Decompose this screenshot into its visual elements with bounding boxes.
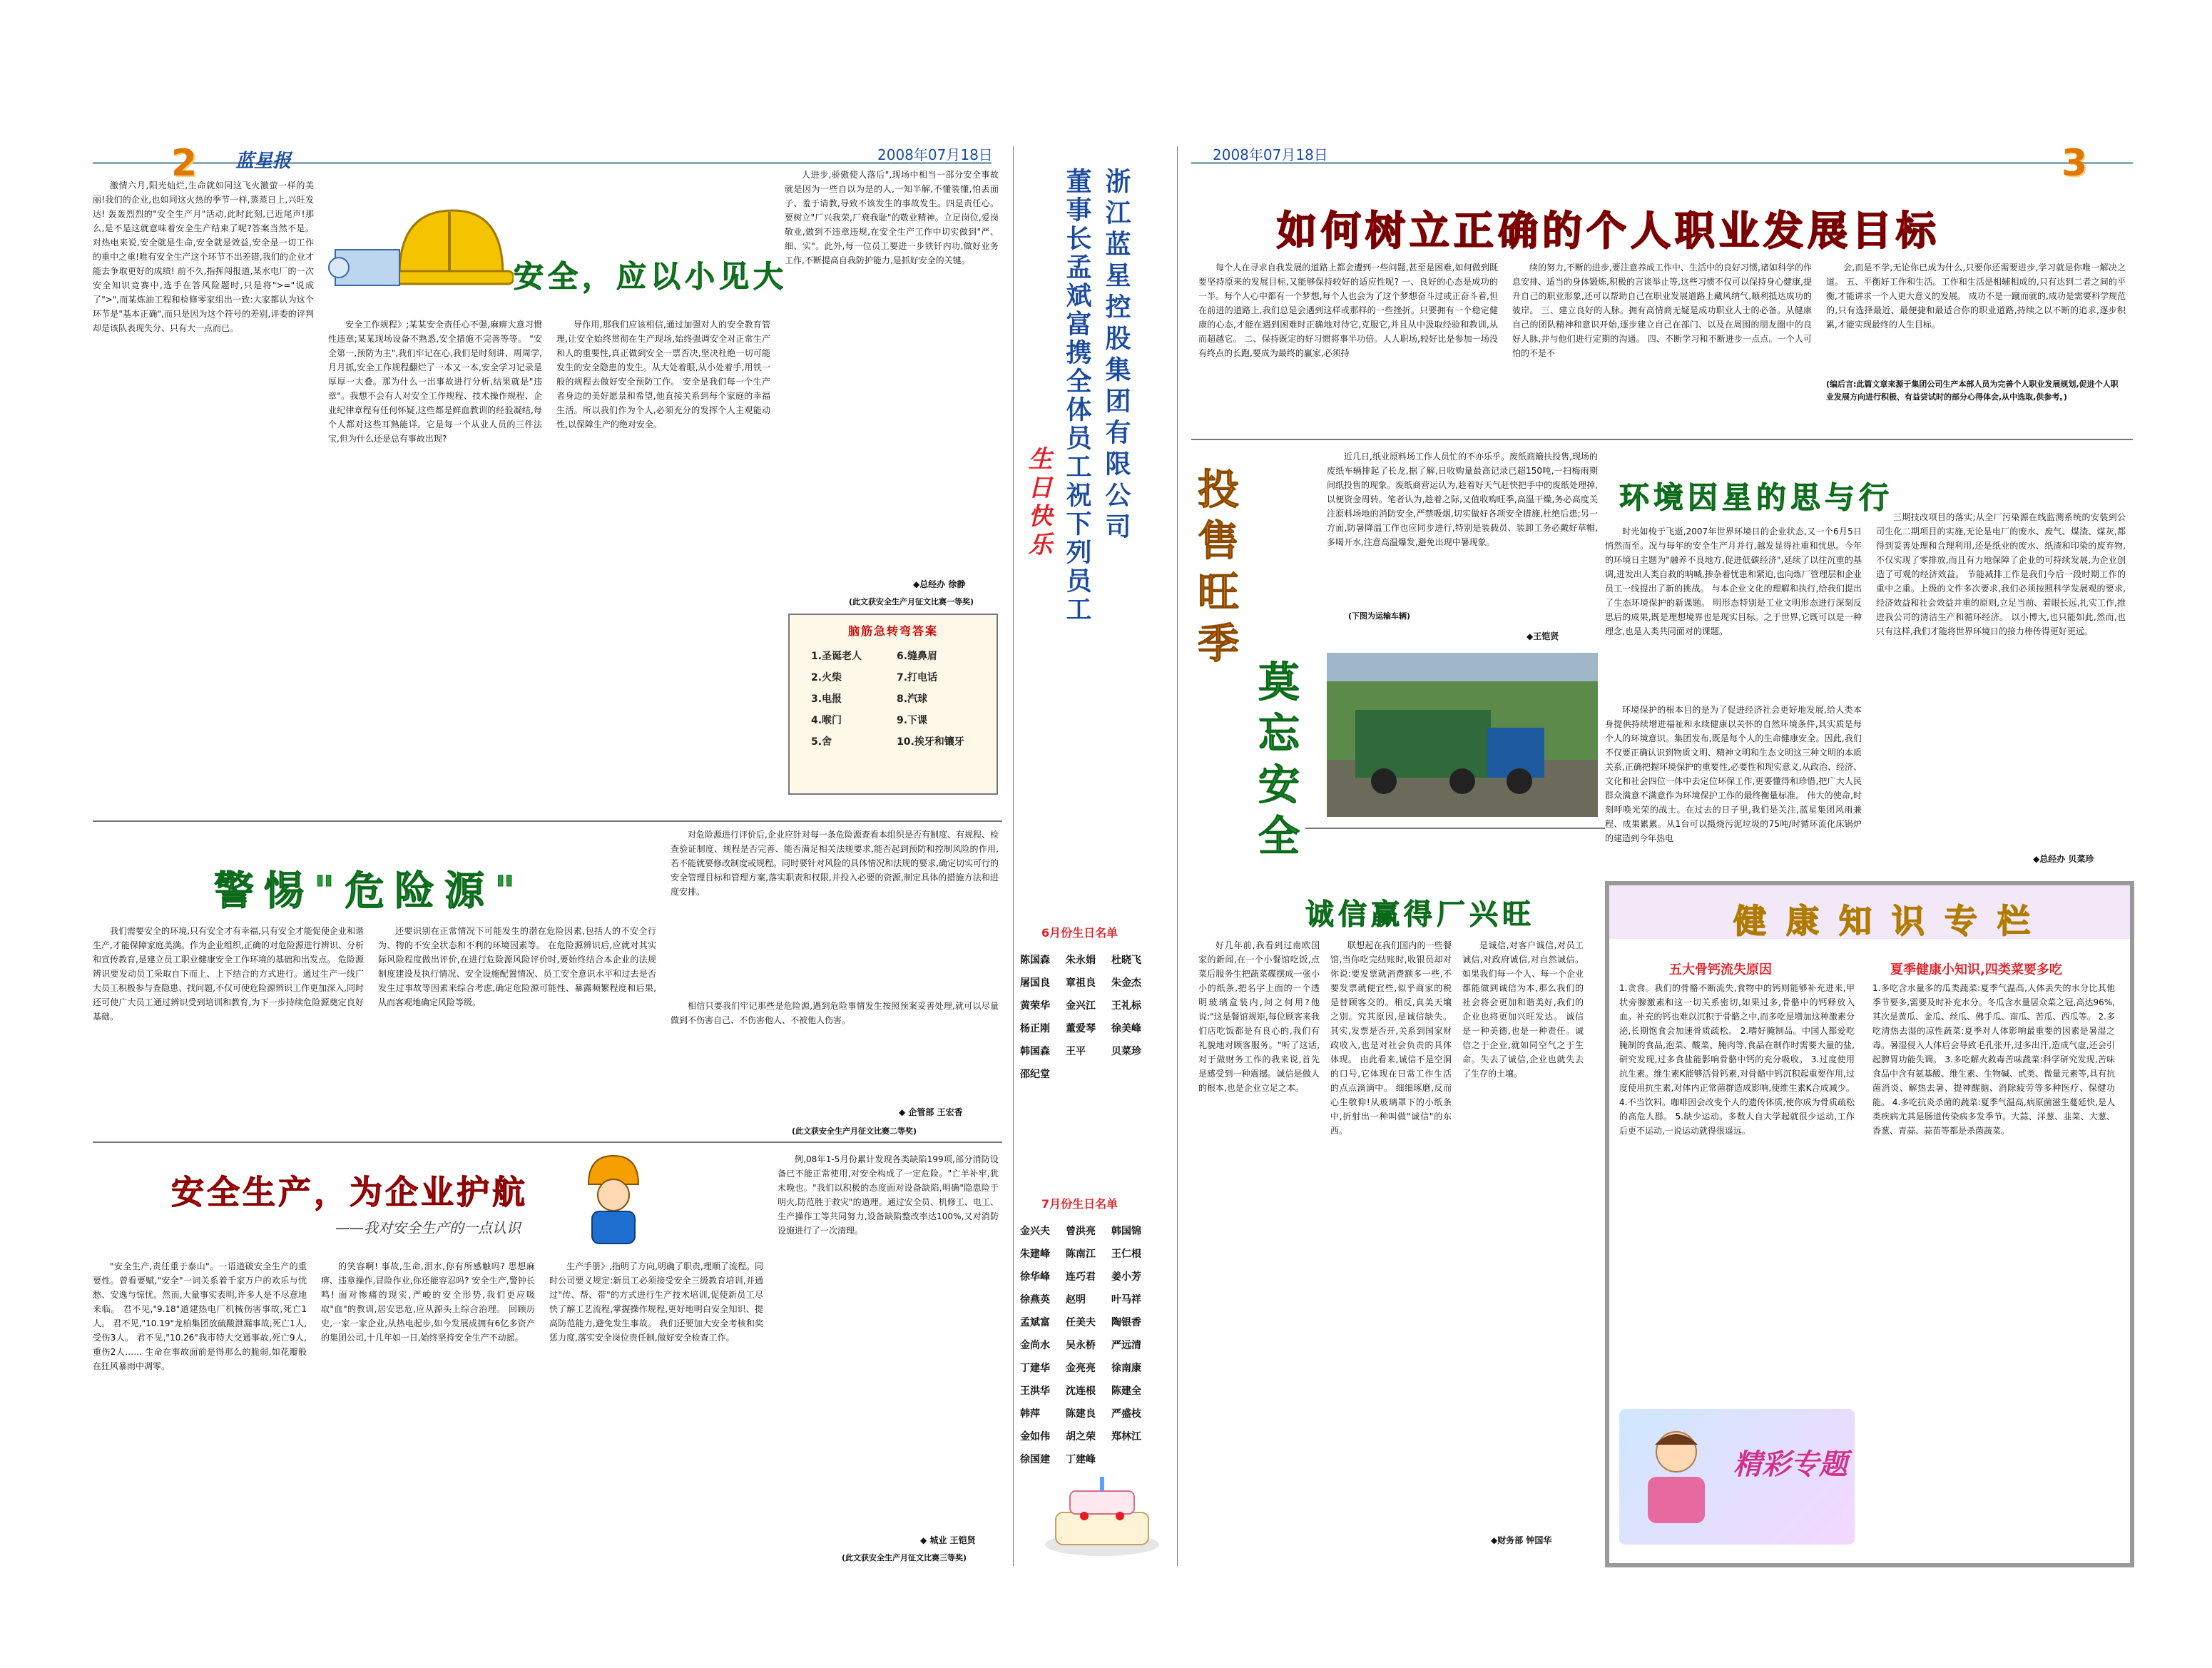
june-name-list (1020, 949, 1170, 1086)
reading-figure-icon (1633, 1423, 1719, 1530)
birthday-name: 严远清 (1111, 1340, 1141, 1351)
birthday-name: 连巧君 (1066, 1271, 1096, 1283)
article5-note: (下图为运输车辆) (1348, 611, 1411, 621)
health-subtitle-2: 夏季健康小知识,四类菜要多吃 (1890, 962, 2062, 977)
birthday-name: 金兴夫 (1020, 1226, 1050, 1237)
article3-col2: 的笑容啊! 事故,生命,泪水,你有所感触吗? 思想麻痹、违章操作,冒险作业,你还能容忍吗? 安全生产,警钟长鸣! 面对惨痛的现实,严峻的安全形势,我们更应吸取"血"的教训,居安思危,应从源头上综合治理。 回顾历史,一家一家企业,从热电起步,如今发展成拥有6亿多资产的集团公司,十几年如一日,始终坚持安全生产不动摇。 (321, 1261, 535, 1343)
quiz-answer: 7.打电话 (897, 672, 938, 683)
birthday-name: 朱永娟 (1066, 955, 1096, 966)
article6-col3: 三期技改项目的落实;从全厂污染源在线监测系统的安装到公司生化二期项目的实施,无论是电厂的废水、废气、煤渣、煤灰,都得到妥善处理和合理利用,还是纸业的废水、纸渣和印染的废弃物,不仅实现了零排放,而且有力地保障了企业的可持续发展,为企业创造了可观的经济效益。 节能减排工作是我们今后一段时期工作的重中之重。上级的文件多次要求,我们必须按照科学发展观的要求,经济效益和社会效益并重的原则,立足当前、着眼长远,扎实工作,推进我公司的清洁生产和循环经济。 以小博大,也只能如此,然而,也只有这样,我们才能将世界环境日的接力棒传得更好更远。 (1876, 512, 2126, 636)
article4-col3: 会,而是不学,无论你已成为什么,只要你还需要进步,学习就是你唯一解决之道。 五、平衡好工作和生活。工作和生活是相辅相成的,只有达到二者之间的平衡,才能讲求一个人更大意义的发展。 成功不是一蹴而就的,成功是需要科学规范的,只有选择最近、最便捷和最适合你的职业道路,持续之以不断的追求,逐步积累,才能实现最终的人生目标。 (1826, 263, 2126, 330)
article7-col3: 是诚信,对客户诚信,对员工诚信,对政府诚信,对自然诚信。如果我们每一个人、每一个企业都能做到诚信为本,那么我们的社会将会更加和谐美好,我们的企业也将更加兴旺发达。 诚信是一种美德,也是一种责任。诚信之于企业,就如同空气之于生命。失去了诚信,企业也就失去了生存的土壤。 (1462, 940, 1584, 1079)
birthday-name: 董爱琴 (1066, 1023, 1096, 1034)
quiz-title: 脑筋急转弯答案 (847, 624, 938, 638)
article2-col1: 我们需要安全的环境,只有安全才有幸福,只有安全才能促使企业和谐生产,才能保障家庭美满。作为企业组织,正确的对危险源进行辨识、分析和宣传教育,是建立员工职业健康安全工作环境的基础和出发点。 危险源辨识要发动员工采取自下而上、上下结合的方式进行。通过生产一线广大员工积极参与查隐患、找问题,不仅可使危险源辨识工作更加深入,同时还可使广大员工通过辨识受到培训和教育,为下一步持续危险源奠定良好基础。 (93, 926, 364, 1022)
birthday-name: 曾洪亮 (1066, 1226, 1096, 1237)
left-header-bar (93, 146, 992, 164)
divider (1177, 146, 1178, 1566)
article5-byline: ◆王铠贤 (1527, 631, 1559, 641)
health-subtitle-1: 五大骨钙流失原因 (1669, 962, 1772, 977)
divider (93, 820, 1002, 822)
chairman-greeting: 董事长孟斌富携全体员工祝下列员工 (1062, 168, 1091, 624)
birthday-name: 沈连根 (1066, 1385, 1096, 1397)
article7-title: 诚信赢得厂兴旺 (1305, 898, 1535, 931)
birthday-name: 杨正刚 (1020, 1023, 1050, 1034)
worker-icon (571, 1149, 656, 1249)
health-banner: 健康知识专栏 (1733, 902, 2050, 940)
article4-note: (编后言:此篇文章来源于集团公司生产本部人员为完善个人职业发展规划,促进个人职业发展方向进行积极、有益尝试时的部分心得体会,从中选取,供参考。) (1826, 380, 2119, 402)
article6-col1: 时光如梭于飞逝,2007年世界环境日的企业状态,又一个6月5日悄然而至。况与每年的安全生产月并行,越发显得社重和忧思。今年的环境日主题为"融养不良地方,促进低碳经济",延续了以往沉重的基调,进发出人类自救的呐喊,掺杂着忧患和紧迫,也向炼厂管理层和企业员工一线提出了新的挑战。 与本企业文化的理解和执行,给我们提出了生态环境保护的新课题。 明形态特别是工业文明形态进行深刻反思后的成果,既是理想境界也是现实目标。之于世界,它既可以是一种理念,也是人类共同面对的课题。 (1605, 527, 1862, 636)
quiz-box (788, 614, 998, 795)
article3-col1: "安全生产,责任重于泰山"。一语道破安全生产的重要性。曾看要赋,"安全"一词关系着千家万户的欢乐与忧愁、安逸与惊忧。然而,大量事实表明,许多人是不尽意地来临。 君不见,"9.18"道建热电厂机械伤害事故,死亡1人。 君不见,"10.19"龙柏集团放硫酸泄漏事故,死亡1人,受伤3人。 君不见,"10.26"我市特大交通事故,死亡9人,重伤2人…… 生命在事故面前是得那么的脆弱,如花瓣般在狂风暴雨中凋零。 (93, 1261, 307, 1371)
article6-col2: 环境保护的根本目的是为了促进经济社会更好地发展,给人类本身提供持续增进福祉和永续健康以关怀的自然环境条件,其实质是每个人的环境意识。集团发布,既是每个人的生命健康安全。因此,我们不仅要正确认识到物质文明、精神文明和生态文明这三种文明的本质关系,正确把握环境保护的重要性,必要性和现实意义,从政治、经济、文化和社会四位一体中去定位环保工作,更要懂得和珍惜,把广大人民群众满意不满意作为环境保护工作的最终衡量标准。 伟大的使命,时刻呼唤光荣的战士。在过去的日子里,我们是关注,蓝星集团风雨兼程、成果累累。从1台可以摄烧污泥垃圾的75吨/时循环流化床锅炉的建造到今年热电 (1605, 705, 1862, 843)
article4-col2: 续的努力,不断的进步,要注意养成工作中、生活中的良好习惯,诸如科学的作息安排、适当的身体锻炼,积极的言谈举止等,这些习惯不仅可以保持身心健康,提升自己的职业形象,还可以帮助自己在职业发展道路上藏风纳气,顺利抵达成功的彼岸。 三、建立良好的人脉。拥有高情商无疑是成功职业人士的必备。从健康自己的团队精神和意识开始,逐步建立自己在部门、以及在周围的朋友圈中的良好人脉,并与他们进行定期的沟通。 四、不断学习和不断进步一点点。一个人可怕的不是不 (1512, 263, 1812, 358)
company-name: 浙江蓝星控股集团有限公司 (1101, 168, 1131, 544)
vertical-slogan-left: 投售旺季 (1191, 467, 1239, 673)
health-col1: 1.贪食。我们的骨骼不断流失,食物中的钙则能够补充进来,甲状旁腺激素和这一切关系密切,如果过多,骨骼中的钙释放入血。补充的钙也难以沉积于骨骼之中,而多吃是增加这种激素分泌,长期饱食会加速骨质疏松。 2.嗜好腌制品。中国人都爱吃腌制的食品,泡菜、酸菜、腌肉等,食品在制作时需要大量的盐,研究发现,过多食盐能影响骨骼中钙的充分吸收。 3.过度使用抗生素。维生素K能够活骨钙素,对骨骼中钙沉积起重要作用,过度使用抗生素,对体内正常菌群造成影响,使维生素K合成减少。 4.不当饮料。咖啡因会改变个人的遗传体质,使你成为骨质疏松的高危人群。 5.缺少运动。多数人自大学起就很少运动,工作后更不运动,一说运动就得很遥远。 (1619, 983, 1855, 1136)
birthday-cake-icon (1041, 1473, 1163, 1559)
quiz-answer: 9.下课 (897, 715, 928, 726)
birthday-name: 王礼标 (1111, 1000, 1141, 1012)
vertical-slogan-right: 莫忘安全 (1251, 660, 1300, 865)
article4-title: 如何树立正确的个人职业发展目标 (1277, 208, 1940, 255)
birthday-name: 严盛枝 (1111, 1408, 1141, 1420)
article1-note: (此文获安全生产月征文比赛一等奖) (849, 597, 974, 606)
article1-title: 安全，应以小见大 (514, 259, 788, 294)
birthday-name: 韩萍 (1020, 1408, 1040, 1420)
date-left: 2008年07月18日 (877, 146, 993, 163)
quiz-answer: 2.火柴 (811, 672, 842, 683)
truck-photo (1327, 653, 1598, 817)
divider (1191, 439, 2133, 440)
article1-col3: 导作用,那我们应该相信,通过加强对人的安全教育管理,让安全始终贯彻在生产现场,始终强调安全对正常生产和人的重要性,真正做到安全一票否决,坚决杜绝一切可能发生的安全隐患的发生。从大处着眼,从小处着手,用铁一般的规程去做好安全预防工作。 安全是我们每一个生产者身边的美好愿景和希望,他直接关系到每个家庭的幸福生活。所以我们作为个人,必须充分的发挥个人主观能动性,以保障生产的绝对安全。 (556, 320, 770, 429)
article5-col: 近几日,纸业原料场工作人员忙的不亦乐乎。废纸商簸扶投售,现场的废纸车辆排起了长龙,据了解,日收购量最高记录已超150吨,一扫梅雨期间纸投售的现象。废纸商营运认为,趁着好天气赶快把手中的废纸处理掉,以便资金周转。笔者认为,趁着之际,又值收购旺季,高温干燥,务必高度关注原料场地的消防安全,严禁吸烟,切实做好各项安全措施,杜绝后患;另一方面,防暑降温工作也应同步进行,特别是装载员、装卸工务必戴好草帽,多喝开水,注意高温爆发,避免出现中暑现象。 (1327, 452, 1598, 547)
paper-name: 蓝星报 (235, 151, 292, 172)
birthday-name: 徐燕英 (1020, 1294, 1050, 1306)
birthday-name: 陈建全 (1111, 1385, 1141, 1397)
birthday-wish: 生日快乐 (1024, 446, 1052, 560)
july-name-list (1020, 1220, 1170, 1471)
article1-col2: 安全工作规程》;某某安全责任心不强,麻痹大意习惯性违章;某某现场设备不熟悉,安全措施不完善等等。 "安全第一,预防为主",我们牢记在心,我们是时刻讲、周周学,月月抓,安全工作规程翻烂了一本又一本,安全学习记录是厚厚一大叠。那为什么一出事故进行分析,结果就是"违章"。我想不会有人对安全工作规程、技术操作规程、企业纪律章程有任何怀疑,这些都是鲜血教训的经验凝结,每个人都对这些耳熟能详。它是每一个从业人员的三件法宝,但为什么还是总有事故出现? (328, 320, 542, 444)
birthday-name: 任美夫 (1066, 1317, 1096, 1328)
article2-col4: 相信只要我们牢记那些是危险源,遇到危险事情发生按照预案妥善处理,就可以尽量做到不伤害自己、不伤害他人、不被他人伤害。 (671, 1001, 999, 1025)
page-number-right: 3 (2061, 142, 2088, 185)
blueprint-roll-icon (328, 239, 407, 296)
health-col2: 1.多吃含水量多的瓜类蔬菜:夏季气温高,人体丢失的水分比其他季节要多,需要及时补充水分。冬瓜含水量居众菜之冠,高达96%,其次是黄瓜、金瓜、丝瓜、佛手瓜、南瓜、苦瓜、西瓜等。 2.多吃清热去湿的凉性蔬菜:夏季对人体影响最重要的因素是暑湿之毒。暑湿侵入人体后会导致毛孔张开,过多出汗,造成气虚,还会引起脾胃功能失调。 3.多吃解火救毒苦味蔬菜:科学研究发现,苦味食品中含有氨基酸、维生素、生物碱、甙类、微量元素等,具有抗菌消炎、解热去暑、提神醒脑、消除疲劳等多种医疗、保健功能。 4.多吃抗炎杀菌的蔬菜:夏季气温高,病原菌滋生蔓延快,是人类疾病尤其是肠道传染病多发季节。大蒜、洋葱、韭菜、大葱、香葱、青蒜、蒜苗等都是杀菌蔬菜。 (1872, 983, 2115, 1136)
birthday-name: 金如伟 (1020, 1431, 1050, 1443)
article1-byline: ◆总经办 徐静 (913, 579, 966, 589)
health-badge: 精彩专题 (1733, 1448, 1847, 1481)
article6-byline: ◆总经办 贝菜珍 (2033, 854, 2094, 864)
birthday-name: 陶银香 (1111, 1317, 1141, 1328)
birthday-name: 陈建良 (1066, 1408, 1096, 1420)
june-list-title: 6月份生日名单 (1041, 926, 1118, 940)
article3-byline: ◆ 城业 王铠贤 (920, 1535, 976, 1545)
birthday-name: 屠国良 (1020, 977, 1050, 989)
article1-col4: 人进步,骄傲使人落后",现场中相当一部分安全事故就是因为一些自以为是的人,一知半解,不懂装懂,怕丢面子、羞于请教,导致不该发生的事故发生。四是责任心。要树立"厂兴我荣,厂衰我耻"的敬业精神。立足岗位,爱岗敬业,做到不违章违规,在安全生产工作中切实做到"严、细、实"。此外,每一位员工要进一步铁钎内功,做好业务工作,不断提高自我防护能力,是抓好安全的关键。 (785, 170, 999, 265)
article3-col4: 例,08年1-5月份累计发现各类缺陷199项,部分消防设备已不能正常使用,对安全构成了一定危险。"亡羊补牢,犹未晚也。"我们以积极的态度面对设备缺陷,明确"隐患险于明火,防范胜于救灾"的道理。通过安全员、机修工、电工、生产操作工等共同努力,设备缺陷整改率达100%,又对消防设施进行了一次清理。 (778, 1154, 999, 1236)
birthday-name: 章祖良 (1066, 977, 1096, 989)
article7-col2: 联想起在我们国内的一些餐馆,当你吃完结账时,收银员却对你说:要发票就消费额多一些,不要发票就便宜些,似乎商家的税是替顾客交的。相反,真美天壤之别。究其原因,是诚信缺失。其实,发票是否开,关系到国家财政收入,也是对社会负责的具体体现。 由此看来,诚信不是空洞的口号,它体现在日常工作生活的点点滴滴中。 细细琢磨,反而心生敬仰!从玻璃罩下的小纸条中,折射出一种叫做"诚信"的东西。 (1330, 940, 1452, 1136)
july-list-title: 7月份生日名单 (1041, 1197, 1118, 1211)
date-right: 2008年07月18日 (1213, 146, 1328, 163)
quiz-answer: 8.汽球 (897, 693, 928, 705)
quiz-answers (790, 639, 997, 758)
quiz-answer: 1.圣诞老人 (811, 651, 862, 662)
birthday-name: 邵纪堂 (1020, 1069, 1050, 1080)
birthday-name: 徐华峰 (1020, 1271, 1050, 1283)
quiz-answer: 6.缝鼻眉 (897, 651, 938, 662)
birthday-name: 丁建华 (1020, 1363, 1050, 1374)
birthday-name: 朱金杰 (1111, 977, 1141, 989)
birthday-name: 陈国森 (1020, 955, 1050, 966)
article3-title: 安全生产，为企业护航 (171, 1173, 528, 1211)
birthday-name: 徐国建 (1020, 1454, 1050, 1465)
birthday-name: 杜晓飞 (1111, 955, 1141, 966)
birthday-name: 叶马祥 (1111, 1294, 1141, 1306)
birthday-name: 吴永桥 (1066, 1340, 1096, 1351)
article2-col2: 还要识别在正常情况下可能发生的潜在危险因素,包括人的不安全行为、物的不安全状态和不利的环境因素等。 在危险源辨识后,应就对其实际风险程度做出评价,在进行危险源风险评价时,要始终结合本企业的法规制度建设及执行情况、安全设施配置情况、员工安全意识水平和过去是否发生过事故等因素来综合考虑,确定危险源可能性、暴露频繁程度和后果,从而客观地确定风险等级。 (378, 926, 656, 1007)
birthday-name: 黄荣华 (1020, 1000, 1050, 1012)
article6-title: 环境因星的思与行 (1619, 480, 1894, 515)
quiz-answer: 3.电报 (811, 693, 842, 705)
birthday-name: 徐南康 (1111, 1363, 1141, 1374)
newspaper-spread (93, 142, 2133, 1566)
birthday-name: 丁建峰 (1066, 1454, 1096, 1465)
article7-col1: 好几年前,我看到过南欧国家的新闻,在一个小餐馆吃饭,点菜后服务生把蔬菜碟摆成一张小小的纸条,把名字上面的一个透明玻璃盒装内,问之何用?他说:"这是餐馆规矩,每位顾客来我们店吃饭都是有良心的,我们有礼貌地对顾客服务。"听了这话,对于做财务工作的我来说,首先是感受到一种震撼。诚信是做人的根本,也是企业立足之本。 (1198, 940, 1320, 1093)
birthday-name: 王洪华 (1020, 1385, 1050, 1397)
birthday-name: 金亮亮 (1066, 1363, 1096, 1374)
birthday-name: 贝菜珍 (1111, 1046, 1141, 1057)
article2-title: 警惕"危险源" (214, 868, 526, 915)
quiz-answer: 5.舍 (811, 736, 832, 748)
birthday-name: 赵明 (1066, 1294, 1086, 1306)
birthday-name: 郑林江 (1111, 1431, 1141, 1443)
birthday-name: 陈南江 (1066, 1249, 1096, 1260)
article3-subtitle: ——我对安全生产的一点认识 (335, 1219, 521, 1236)
birthday-name: 韩国森 (1020, 1046, 1050, 1057)
right-header-bar (1191, 146, 2133, 164)
birthday-name: 徐美峰 (1111, 1023, 1141, 1034)
birthday-name: 王平 (1066, 1046, 1086, 1057)
birthday-name: 金尚水 (1020, 1340, 1050, 1351)
quiz-answer: 10.挨牙和镶牙 (897, 736, 964, 748)
article2-col3: 对危险源进行评价后,企业应针对每一条危险源查看本组织是否有制度、有规程、检查验证制度、规程是否完善、能否满足相关法规要求,能否起到预防和控制风险的作用,若不能就要修改制度或规程。同时要针对风险的具体情况和法规的要求,确定切实可行的安全管理目标和管理方案,落实职责和权限,并投入必要的资源,制定具体的措施方法和进度安排。 (671, 830, 999, 897)
article1-col1: 激情六月,阳光灿烂,生命就如同这飞火激萤一样的美丽!我们的企业,也如同这火热的季节一样,蒸蒸日上,兴旺发达! 轰轰烈烈的"安全生产月"活动,此时此刻,已近尾声!那么,是不是这就意味着安全生产结束了呢?答案当然不是。对热电来说,安全就是生命,安全就是效益,安全是一切工作的重中之重!唯有安全生产这个环节不出差错,我们的企业才能去争取更好的成绩! 前不久,指挥闯报道,某水电厂的一次安全知识竞赛中,选手在答风险题时,只是将">="说成了">",而某炼油工程和检修零家组出一致:大家都认为这个环节是"基本正确",而只是因为这个符号的差别,评委的评判却是该队表现失分、只有大一点而已。 (93, 180, 314, 333)
article3-col3: 生产手册》,指明了方向,明确了职责,理顺了流程。同时公司要义规定:新员工必须接受安全三级教育培训,并通过"传、帮、带"的方式进行生产技术培训,促使新员工尽快了解工艺流程,掌握操作规程,更好地明白安全知识、提高防范能力,避免发生事故。 我们还要加大安全考核和奖惩力度,落实安全岗位责任制,做好安全检查工作。 (549, 1261, 763, 1343)
article4-col1: 每个人在寻求自我发展的道路上都会遭到一些问题,甚至是困难,如何做到既要坚持原来的发展目标,又能够保持较好的适应性呢? 一、良好的心态是成功的一半。每个人心中都有一个梦想,每个人也会为了这个梦想奋斗过或正奋斗着,但在前进的道路上,我们总是会遇到这样或那样的一些挫折。只要拥有一个稳定健康的心态,才能在遇到困难时正确地对待它,克服它,并且从中汲取经验和教训,从而超越它。 二、保持既定的好习惯将事半功倍。人人职场,较好比是参加一场没有终点的长跑,要成为最终的赢家,必须持 (1198, 263, 1498, 358)
article3-note: (此文获安全生产月征文比赛三等奖) (842, 1553, 967, 1562)
article2-note: (此文获安全生产月征文比赛二等奖) (792, 1127, 917, 1136)
page-number-left: 2 (171, 142, 198, 185)
birthday-name: 孟斌富 (1020, 1317, 1050, 1328)
article7-byline: ◆财务部 钟国华 (1491, 1535, 1552, 1545)
divider (1013, 146, 1014, 1566)
divider (1305, 828, 1605, 829)
divider (93, 1141, 1002, 1143)
birthday-name: 王仁根 (1111, 1249, 1141, 1260)
birthday-name: 朱建峰 (1020, 1249, 1050, 1260)
birthday-name: 韩国锦 (1111, 1226, 1141, 1237)
quiz-answer: 4.喉门 (811, 715, 842, 726)
birthday-name: 金兴江 (1066, 1000, 1096, 1012)
birthday-name: 胡之荣 (1066, 1431, 1096, 1443)
article2-byline: ◆ 企管部 王宏香 (899, 1107, 963, 1117)
birthday-name: 姜小芳 (1111, 1271, 1141, 1283)
